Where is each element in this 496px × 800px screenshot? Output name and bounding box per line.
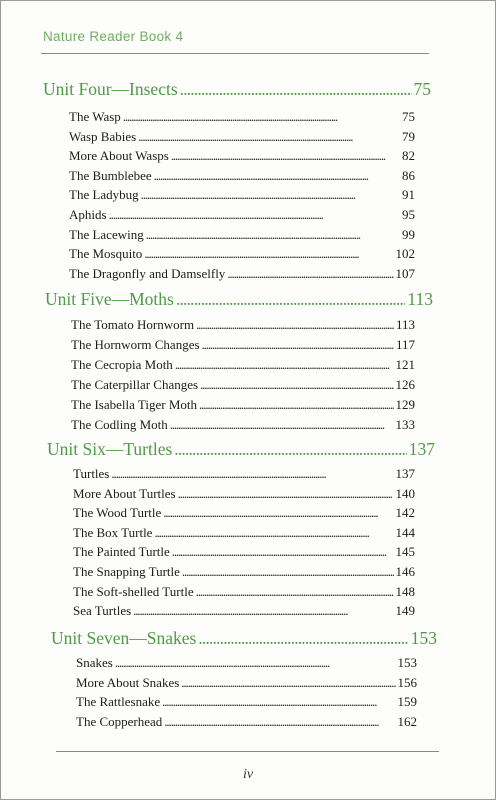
entry-page-number: 113 <box>395 317 415 332</box>
entry-title: The Tomato Hornworm <box>71 317 195 332</box>
entry-title: Sea Turtles <box>73 603 132 619</box>
toc-entry <box>73 505 415 521</box>
unit-heading <box>47 439 435 460</box>
page-number: iv <box>242 767 254 782</box>
entry-title: The Wood Turtle <box>73 505 162 521</box>
dot-leader <box>144 246 393 262</box>
entry-page-number: 133 <box>395 416 415 432</box>
entry-page-number: 107 <box>395 265 415 281</box>
dot-leader <box>182 564 394 580</box>
dot-leader <box>172 544 394 560</box>
toc-entry <box>71 377 415 393</box>
toc-entry <box>69 148 415 164</box>
entry-page-number: 145 <box>395 544 415 560</box>
toc-entry <box>71 317 415 333</box>
toc-entry <box>69 109 415 125</box>
dot-leader <box>178 486 394 502</box>
dot-leader <box>111 466 393 482</box>
footer-rule <box>56 751 439 752</box>
entry-page-number: 75 <box>402 109 415 124</box>
toc-entry <box>76 675 417 691</box>
toc-entry <box>69 266 415 282</box>
toc-entry <box>76 655 417 671</box>
dot-leader <box>164 714 395 730</box>
dot-leader <box>196 584 394 600</box>
unit-title: Unit Four—Insects <box>43 79 178 99</box>
header-rule <box>41 53 429 54</box>
dot-leader <box>175 357 394 373</box>
toc-entry <box>71 397 415 413</box>
entry-page-number: 79 <box>402 128 415 144</box>
toc-entry <box>69 187 415 203</box>
entry-title: The Caterpillar Changes <box>71 376 199 392</box>
unit-heading <box>51 628 437 649</box>
dot-leader <box>170 417 394 433</box>
unit-page-number: 75 <box>413 79 431 99</box>
entry-page-number: 102 <box>395 246 415 262</box>
entry-title: The Painted Turtle <box>73 544 170 560</box>
toc-entry <box>71 357 415 373</box>
entry-page-number: 144 <box>395 524 415 540</box>
dot-leader <box>199 397 393 413</box>
entry-page-number: 153 <box>397 655 417 670</box>
entry-page-number: 117 <box>395 336 415 352</box>
entry-title: More About Wasps <box>69 148 169 164</box>
entry-title: The Dragonfly and Damselfly <box>69 265 226 281</box>
toc-entry <box>73 544 415 560</box>
dot-leader <box>200 377 393 393</box>
entry-title: The Box Turtle <box>73 524 153 540</box>
dot-leader <box>115 655 396 671</box>
entry-title: The Wasp <box>69 109 121 124</box>
entry-title: The Bumblebee <box>69 167 152 183</box>
toc-entry <box>73 525 415 541</box>
entry-title: Snakes <box>76 655 113 670</box>
entry-title: More About Turtles <box>73 485 176 501</box>
toc-entry <box>69 246 415 262</box>
entry-title: Aphids <box>69 207 107 222</box>
toc-entry <box>76 694 417 710</box>
dot-leader <box>196 317 394 333</box>
unit-title: Unit Six—Turtles <box>47 439 173 459</box>
dot-leader <box>133 603 393 619</box>
entry-title: The Mosquito <box>69 246 143 262</box>
toc-entry <box>73 603 415 619</box>
toc-entry <box>69 227 415 243</box>
unit-page-number: 153 <box>410 628 437 648</box>
entry-page-number: 146 <box>395 564 415 579</box>
dot-leader <box>198 628 408 649</box>
entry-title: The Isabella Tiger Moth <box>71 396 198 412</box>
entry-page-number: 126 <box>395 376 415 392</box>
unit-title: Unit Seven—Snakes <box>51 628 197 648</box>
entry-title: The Snapping Turtle <box>73 564 180 579</box>
toc-entry <box>71 337 415 353</box>
entry-page-number: 86 <box>402 167 415 183</box>
dot-leader <box>109 207 400 223</box>
toc-entry <box>69 168 415 184</box>
toc-entry <box>73 466 415 482</box>
dot-leader <box>154 168 400 184</box>
dot-leader <box>176 289 406 310</box>
dot-leader <box>202 337 394 353</box>
entry-page-number: 149 <box>395 603 415 619</box>
dot-leader <box>163 505 393 521</box>
entry-page-number: 156 <box>397 674 417 690</box>
entry-page-number: 159 <box>397 694 417 709</box>
entry-page-number: 121 <box>395 356 415 372</box>
entry-page-number: 91 <box>402 187 415 203</box>
entry-title: Wasp Babies <box>69 128 137 144</box>
dot-leader <box>162 694 395 710</box>
entry-title: The Lacewing <box>69 226 144 242</box>
dot-leader <box>146 227 400 243</box>
entry-page-number: 137 <box>395 466 415 481</box>
entry-page-number: 82 <box>402 148 415 164</box>
toc-entry <box>73 584 415 600</box>
entry-page-number: 148 <box>395 583 415 599</box>
entry-page-number: 162 <box>397 713 417 729</box>
entry-title: The Hornworm Changes <box>71 336 200 352</box>
dot-leader <box>138 129 400 145</box>
dot-leader <box>141 187 400 203</box>
entry-title: The Copperhead <box>76 713 163 729</box>
unit-page-number: 137 <box>408 439 435 459</box>
toc-entry <box>73 486 415 502</box>
entry-page-number: 99 <box>402 226 415 242</box>
running-head: Nature Reader Book 4 <box>43 29 184 44</box>
entry-title: Turtles <box>73 466 110 481</box>
entry-page-number: 95 <box>402 207 415 222</box>
dot-leader <box>181 675 395 691</box>
dot-leader <box>174 439 406 460</box>
entry-title: The Rattlesnake <box>76 694 161 709</box>
toc-entry <box>71 417 415 433</box>
entry-title: The Soft-shelled Turtle <box>73 583 194 599</box>
dot-leader <box>154 525 393 541</box>
entry-title: More About Snakes <box>76 674 180 690</box>
toc-entry <box>69 207 415 223</box>
entry-title: The Cecropia Moth <box>71 356 173 372</box>
unit-page-number: 113 <box>407 289 433 309</box>
unit-heading <box>43 79 431 100</box>
entry-page-number: 129 <box>395 396 415 412</box>
toc-entry <box>76 714 417 730</box>
toc-entry <box>69 129 415 145</box>
unit-title: Unit Five—Moths <box>45 289 174 309</box>
dot-leader <box>227 266 393 282</box>
dot-leader <box>123 109 400 125</box>
dot-leader <box>171 148 400 164</box>
entry-page-number: 142 <box>395 505 415 521</box>
entry-title: The Ladybug <box>69 187 139 203</box>
dot-leader <box>180 79 412 100</box>
toc-entry <box>73 564 415 580</box>
entry-page-number: 140 <box>395 485 415 501</box>
unit-heading <box>45 289 433 310</box>
entry-title: The Codling Moth <box>71 416 168 432</box>
